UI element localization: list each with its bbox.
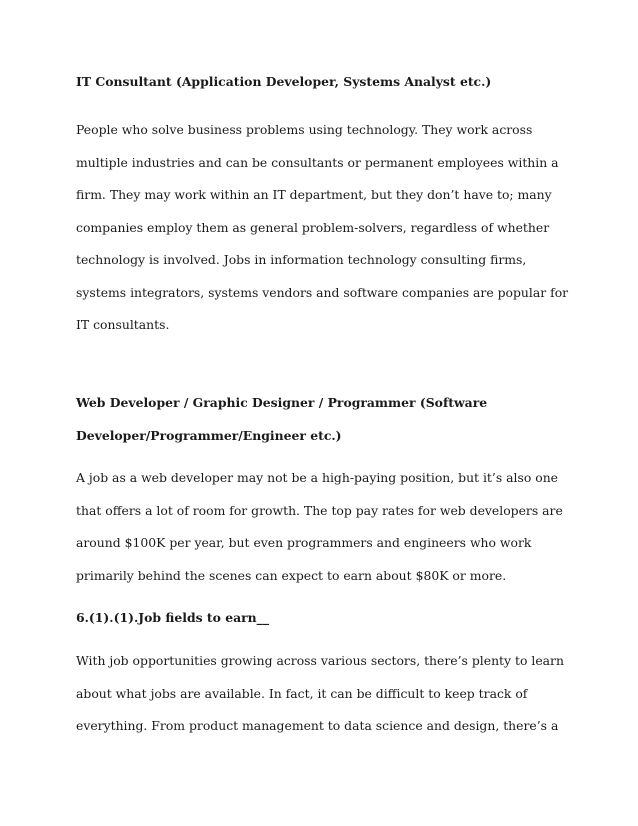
heading-line: IT Consultant (Application Developer, Systems Analyst etc.) [76,74,492,89]
paragraph-line: firm. They may work within an IT department, but they don’t have to; many [76,187,552,202]
section-heading-job-fields [76,602,576,635]
paragraph-line: A job as a web developer may not be a high-paying position, but it’s also one [76,470,559,485]
paragraph-job-fields [76,645,576,743]
paragraph-line: around $100K per year, but even programmers and engineers who work [76,535,532,550]
paragraph-line: about what jobs are available. In fact, it can be difficult to keep track of [76,685,528,701]
paragraph-line: IT consultants. [76,317,170,332]
paragraph-line: systems integrators, systems vendors and software companies are popular for [76,284,569,300]
heading-line: Web Developer / Graphic Designer / Programmer (Software [76,395,488,410]
paragraph-line: People who solve business problems using technology. They work across [76,122,533,137]
heading-line: 6.(1).(1).Job fields to earn__ [76,610,270,625]
section-heading-web-developer [76,387,576,452]
paragraph-it-consultant [76,114,576,342]
paragraph-web-developer [76,462,576,592]
paragraph-line: companies employ them as general problem-solvers, regardless of whether [76,219,550,235]
paragraph-line: that offers a lot of room for growth. The top pay rates for web developers are [76,502,563,518]
paragraph-line: With job opportunities growing across various sectors, there’s plenty to learn [76,653,564,668]
paragraph-line: technology is involved. Jobs in information technology consulting firms, [76,252,527,267]
section-heading-it-consultant [76,66,576,99]
paragraph-line: multiple industries and can be consultants or permanent employees within a [76,154,559,170]
heading-line: Developer/Programmer/Engineer etc.) [76,427,342,443]
paragraph-line: everything. From product management to data science and design, there’s a [76,718,559,733]
paragraph-line: primarily behind the scenes can expect to earn about $80K or more. [76,567,507,583]
